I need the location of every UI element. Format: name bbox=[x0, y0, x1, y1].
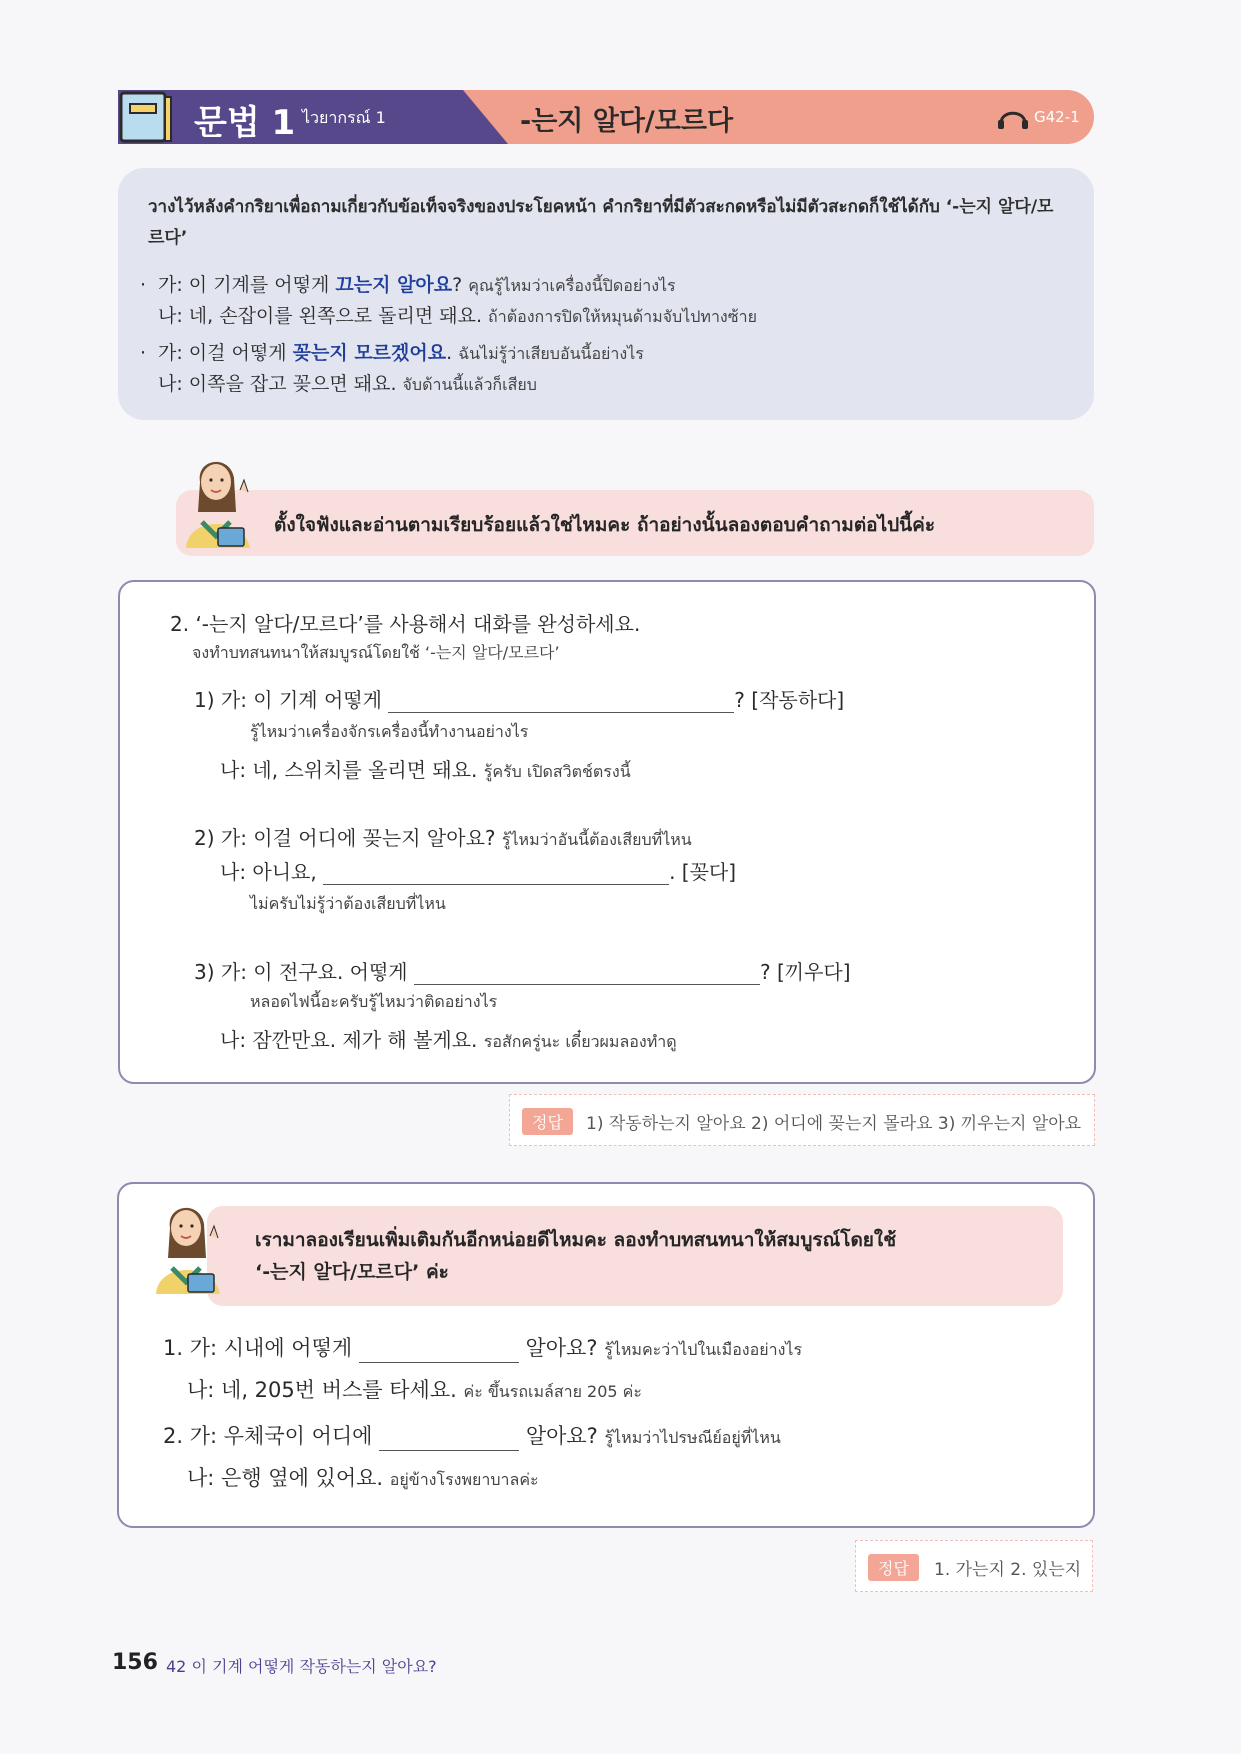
exercise-2-box bbox=[118, 580, 1096, 1084]
exercise-2-item-3-na: 나: 잠깐만요. 제가 해 볼게요. รอสักครู่นะ เดี๋ยวผมลองทำดู bbox=[220, 1028, 677, 1052]
book-icon bbox=[118, 88, 176, 146]
answer-key-2 bbox=[509, 1094, 1095, 1146]
grammar-header bbox=[118, 90, 1094, 144]
exercise-2-item-2-ga: 2) 가: 이걸 어디에 꽂는지 알아요? รู้ไหมว่าอันนี้ต้องเสียบที่ไหน bbox=[194, 826, 692, 850]
exercise-2-item-2-na: 나: 아니요, . [꽂다] bbox=[220, 860, 737, 884]
teacher-illustration-icon bbox=[178, 452, 268, 552]
example-1-na: 나: 네, 손잡이를 왼쪽으로 돌리면 돼요. ถ้าต้องการปิดให้หมุนด้ามจับไปทางซ้าย bbox=[158, 305, 757, 327]
lesson-title: 42 이 기계 어떻게 작동하는지 알아요? bbox=[166, 1657, 437, 1676]
teacher-illustration-icon bbox=[148, 1198, 238, 1298]
exercise-2-instruction-thai: จงทำบทสนทนาให้สมบูรณ์โดยใช้ ‘-는지 알다/모르다’ bbox=[192, 643, 560, 662]
example-2-highlight: 꽂는지 모르겠어요 bbox=[292, 342, 447, 364]
example-2-ga: · 가: 이걸 어떻게 꽂는지 모르겠어요. ฉันไม่รู้ว่าเสียบอันนี้อย่างไร bbox=[140, 342, 644, 364]
page-number: 156 bbox=[112, 1650, 158, 1675]
answer-key-3 bbox=[855, 1540, 1093, 1592]
exercise-2-item-2-na-thai: ไม่ครับไม่รู้ว่าต้องเสียบที่ไหน bbox=[250, 894, 446, 913]
headphones-icon[interactable] bbox=[996, 103, 1030, 131]
exercise-2-item-3-ga-thai: หลอดไฟนี้อะครับรู้ไหมว่าติดอย่างไร bbox=[250, 992, 498, 1011]
example-2-na: 나: 이쪽을 잡고 꽂으면 돼요. จับด้านนี้แล้วก็เสียบ bbox=[158, 373, 537, 395]
exercise-2-item-1-ga-thai: รู้ไหมว่าเครื่องจักรเครื่องนี้ทำงานอย่างไร bbox=[250, 722, 529, 741]
grammar-title: 문법 1 bbox=[194, 103, 296, 143]
practice-item-2-na: 나: 은행 옆에 있어요. อยู่ข้างโรงพยาบาลค่ะ bbox=[187, 1466, 539, 1490]
practice-item-1-ga: 1. 가: 시내에 어떻게 알아요? รู้ไหมคะว่าไปในเมืองอย่างไร bbox=[163, 1332, 802, 1363]
grammar-thai-title: ไวยากรณ์ 1 bbox=[302, 108, 386, 127]
practice-blank-2[interactable] bbox=[379, 1428, 519, 1451]
answer-badge: 정답 bbox=[868, 1554, 919, 1581]
practice-item-2-ga: 2. 가: 우체국이 어디에 알아요? รู้ไหมว่าไปรษณีย์อยู่ที่ไหน bbox=[163, 1420, 781, 1451]
answer-key-text: 1. 가는지 2. 있는지 bbox=[934, 1560, 1082, 1580]
explanation-text: วางไว้หลังคำกริยาเพื่อถามเกี่ยวกับข้อเท็จจริงของประโยคหน้า คำกริยาที่มีตัวสะกดหรือไม่มีตัวสะกดก็ใช้ได้กับ ‘-는지 알다/모르다’ bbox=[148, 197, 1054, 248]
answer-blank-2[interactable] bbox=[323, 862, 669, 885]
teacher-prompt-banner bbox=[176, 490, 1094, 556]
audio-track-code[interactable]: G42-1 bbox=[1034, 108, 1080, 126]
practice-box bbox=[117, 1182, 1095, 1528]
example-1-ga: · 가: 이 기계를 어떻게 끄는지 알아요? คุณรู้ไหมว่าเครื่องนี้ปิดอย่างไร bbox=[140, 274, 676, 296]
exercise-2-instruction: 2. ‘-는지 알다/모르다’를 사용해서 대화를 완성하세요. bbox=[170, 612, 641, 636]
answer-key-text: 1) 작동하는지 알아요 2) 어디에 꽂는지 몰라요 3) 끼우는지 알아요 bbox=[586, 1114, 1082, 1134]
answer-blank-3[interactable] bbox=[414, 962, 760, 985]
teacher-prompt-text: ตั้งใจฟังและอ่านตามเรียบร้อยแล้วใช่ไหมคะ ถ้าอย่างนั้นลองตอบคำถามต่อไปนี้ค่ะ bbox=[274, 514, 936, 536]
grammar-topic: -는지 알다/모르다 bbox=[520, 106, 734, 137]
exercise-2-item-1-na: 나: 네, 스위치를 올리면 돼요. รู้ครับ เปิดสวิตช์ตรงนี้ bbox=[220, 758, 631, 782]
example-1-highlight: 끄는지 알아요 bbox=[335, 274, 453, 296]
exercise-2-item-3-ga: 3) 가: 이 전구요. 어떻게 ? [끼우다] bbox=[194, 960, 851, 984]
practice-item-1-na: 나: 네, 205번 버스를 타세요. ค่ะ ขึ้นรถเมล์สาย 205 ค่ะ bbox=[187, 1378, 642, 1402]
exercise-2-item-1-ga: 1) 가: 이 기계 어떻게 ? [작동하다] bbox=[194, 688, 845, 712]
answer-badge: 정답 bbox=[522, 1108, 573, 1135]
practice-banner-text: เรามาลองเรียนเพิ่มเติมกันอีกหน่อยดีไหมคะ ลองทำบทสนทนาให้สมบูรณ์โดยใช้ ‘-는지 알다/모르다’ ค่ะ bbox=[255, 1229, 897, 1283]
answer-blank-1[interactable] bbox=[388, 690, 734, 713]
practice-blank-1[interactable] bbox=[359, 1340, 519, 1363]
practice-banner bbox=[207, 1206, 1063, 1306]
explanation-box bbox=[118, 168, 1094, 420]
